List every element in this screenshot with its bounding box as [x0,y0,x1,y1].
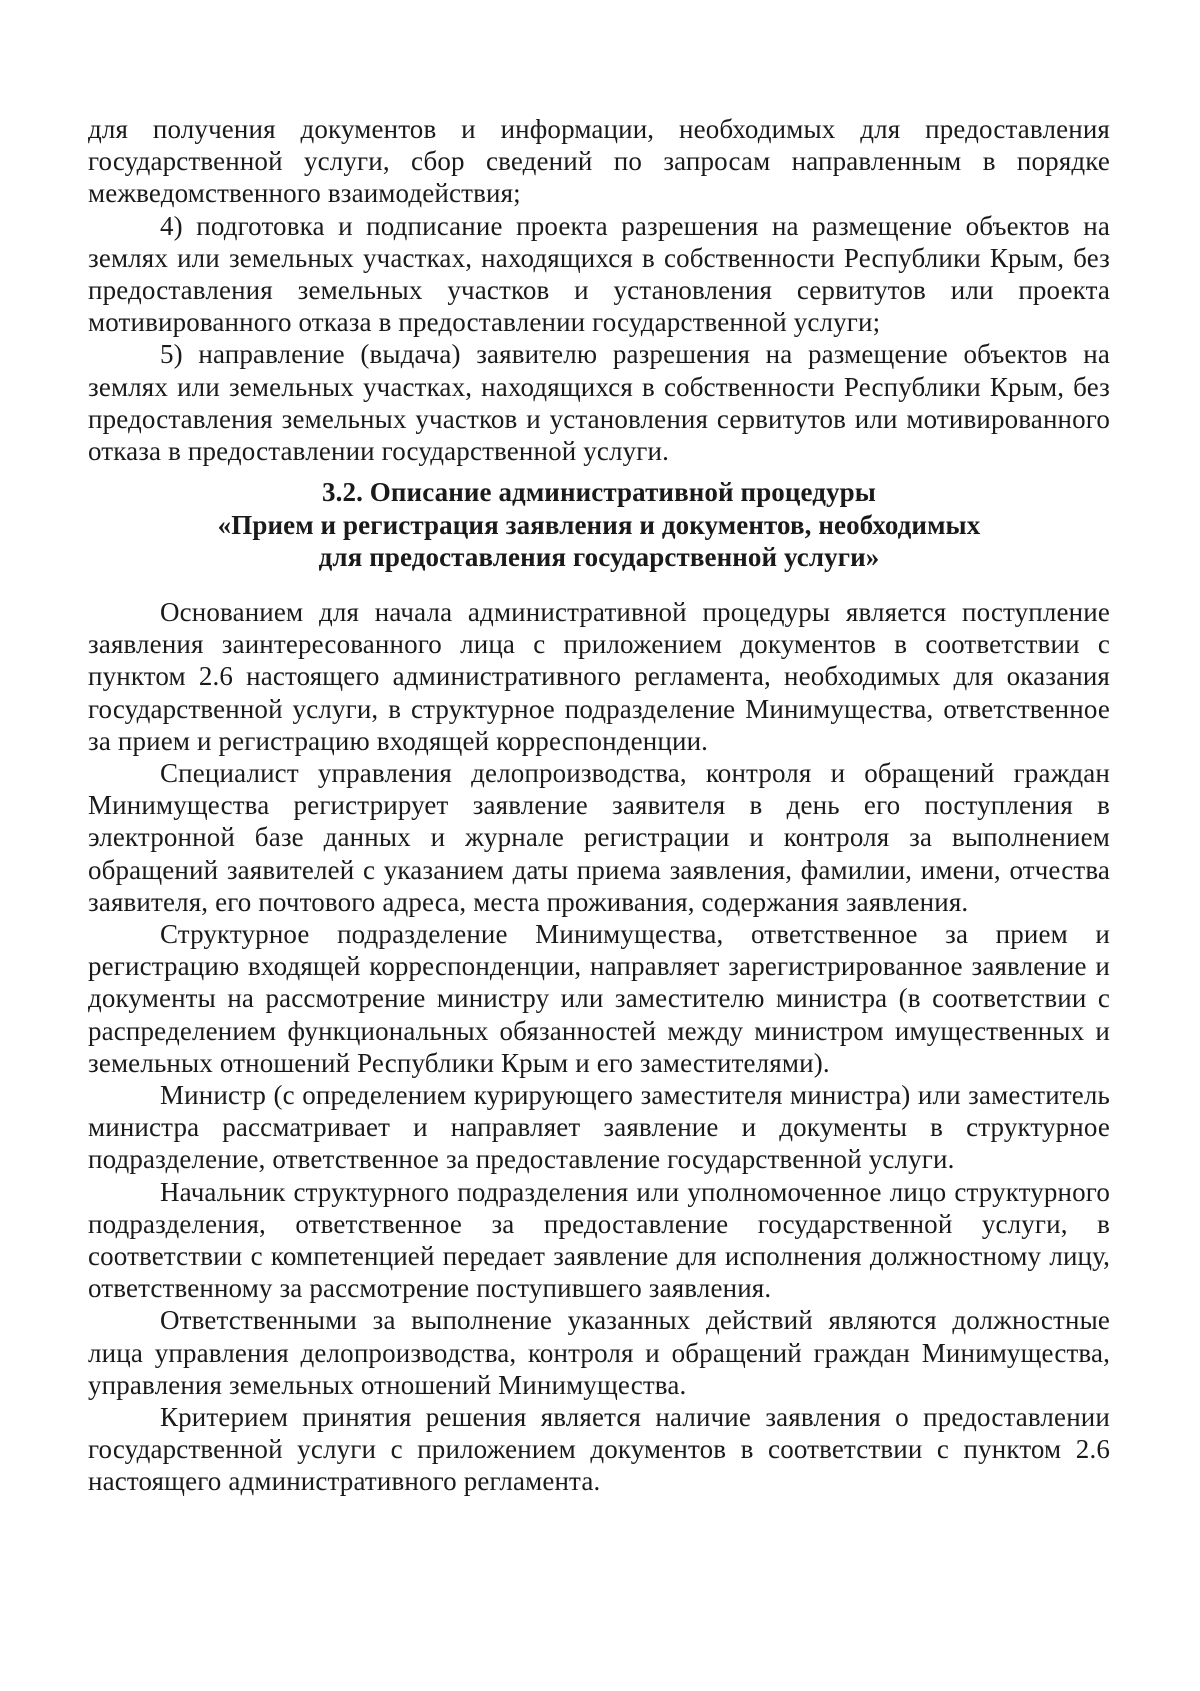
list-item-4: 4) подготовка и подписание проекта разрешения на размещение объектов на землях или земельных участках, находящихся в собственности Республики Крым, без предоставления земельных участков и установления сервитутов или проекта мотивированного отказа в предоставлении государственной услуги; [88,210,1110,338]
body-text-block [88,596,1110,1498]
section-heading-line-1: 3.2. Описание административной процедуры [322,477,876,507]
section-heading [88,476,1110,574]
top-text-block [88,113,1110,467]
section-heading-line-2: «Прием и регистрация заявления и документов, необходимых [217,509,981,540]
section-heading-line-3: для предоставления государственной услуги» [318,542,880,572]
body-paragraph: Критерием принятия решения является наличие заявления о предоставлении государственной услуги с приложением документов в соответствии с пунктом 2.6 настоящего административного регламента. [88,1402,1110,1497]
body-paragraph: Специалист управления делопроизводства, контроля и обращений граждан Минимущества регистрирует заявление заявителя в день его поступления в электронной базе данных и журнале регистрации и контроля за выполнением обращений заявителей с указанием даты приема заявления, фамилии, имени, отчества заявителя, его почтового адреса, места проживания, содержания заявления. [88,758,1110,917]
continuation-paragraph: для получения документов и информации, необходимых для предоставления государственной услуги, сбор сведений по запросам направленным в порядке межведомственного взаимодействия; [88,114,1110,209]
list-item-5: 5) направление (выдача) заявителю разрешения на размещение объектов на землях или земельных участках, находящихся в собственности Республики Крым, без предоставления земельных участков и установления сервитутов или мотивированного отказа в предоставлении государственной услуги. [88,339,1110,467]
body-paragraph: Структурное подразделение Минимущества, ответственное за прием и регистрацию входящей корреспонденции, направляет зарегистрированное заявление и документы на рассмотрение министру или заместителю министра (в соответствии с распределением функциональных обязанностей между министром имущественных и земельных отношений Республики Крым и его заместителями). [88,919,1110,1078]
body-paragraph: Начальник структурного подразделения или уполномоченное лицо структурного подразделения, ответственное за предоставление государственной услуги, в соответствии с компетенцией передает заявление для исполнения должностному лицу, ответственному за рассмотрение поступившего заявления. [88,1176,1110,1304]
body-paragraph: Ответственными за выполнение указанных действий являются должностные лица управления делопроизводства, контроля и обращений граждан Минимущества, управления земельных отношений Минимущества. [88,1305,1110,1400]
body-paragraph: Основанием для начала административной процедуры является поступление заявления заинтересованного лица с приложением документов в соответствии с пунктом 2.6 настоящего административного регламента, необходимых для оказания государственной услуги, в структурное подразделение Минимущества, ответственное за прием и регистрацию входящей корреспонденции. [88,597,1110,756]
body-paragraph: Министр (с определением курирующего заместителя министра) или заместитель министра рассматривает и направляет заявление и документы в структурное подразделение, ответственное за предоставление государственной услуги. [88,1080,1110,1175]
